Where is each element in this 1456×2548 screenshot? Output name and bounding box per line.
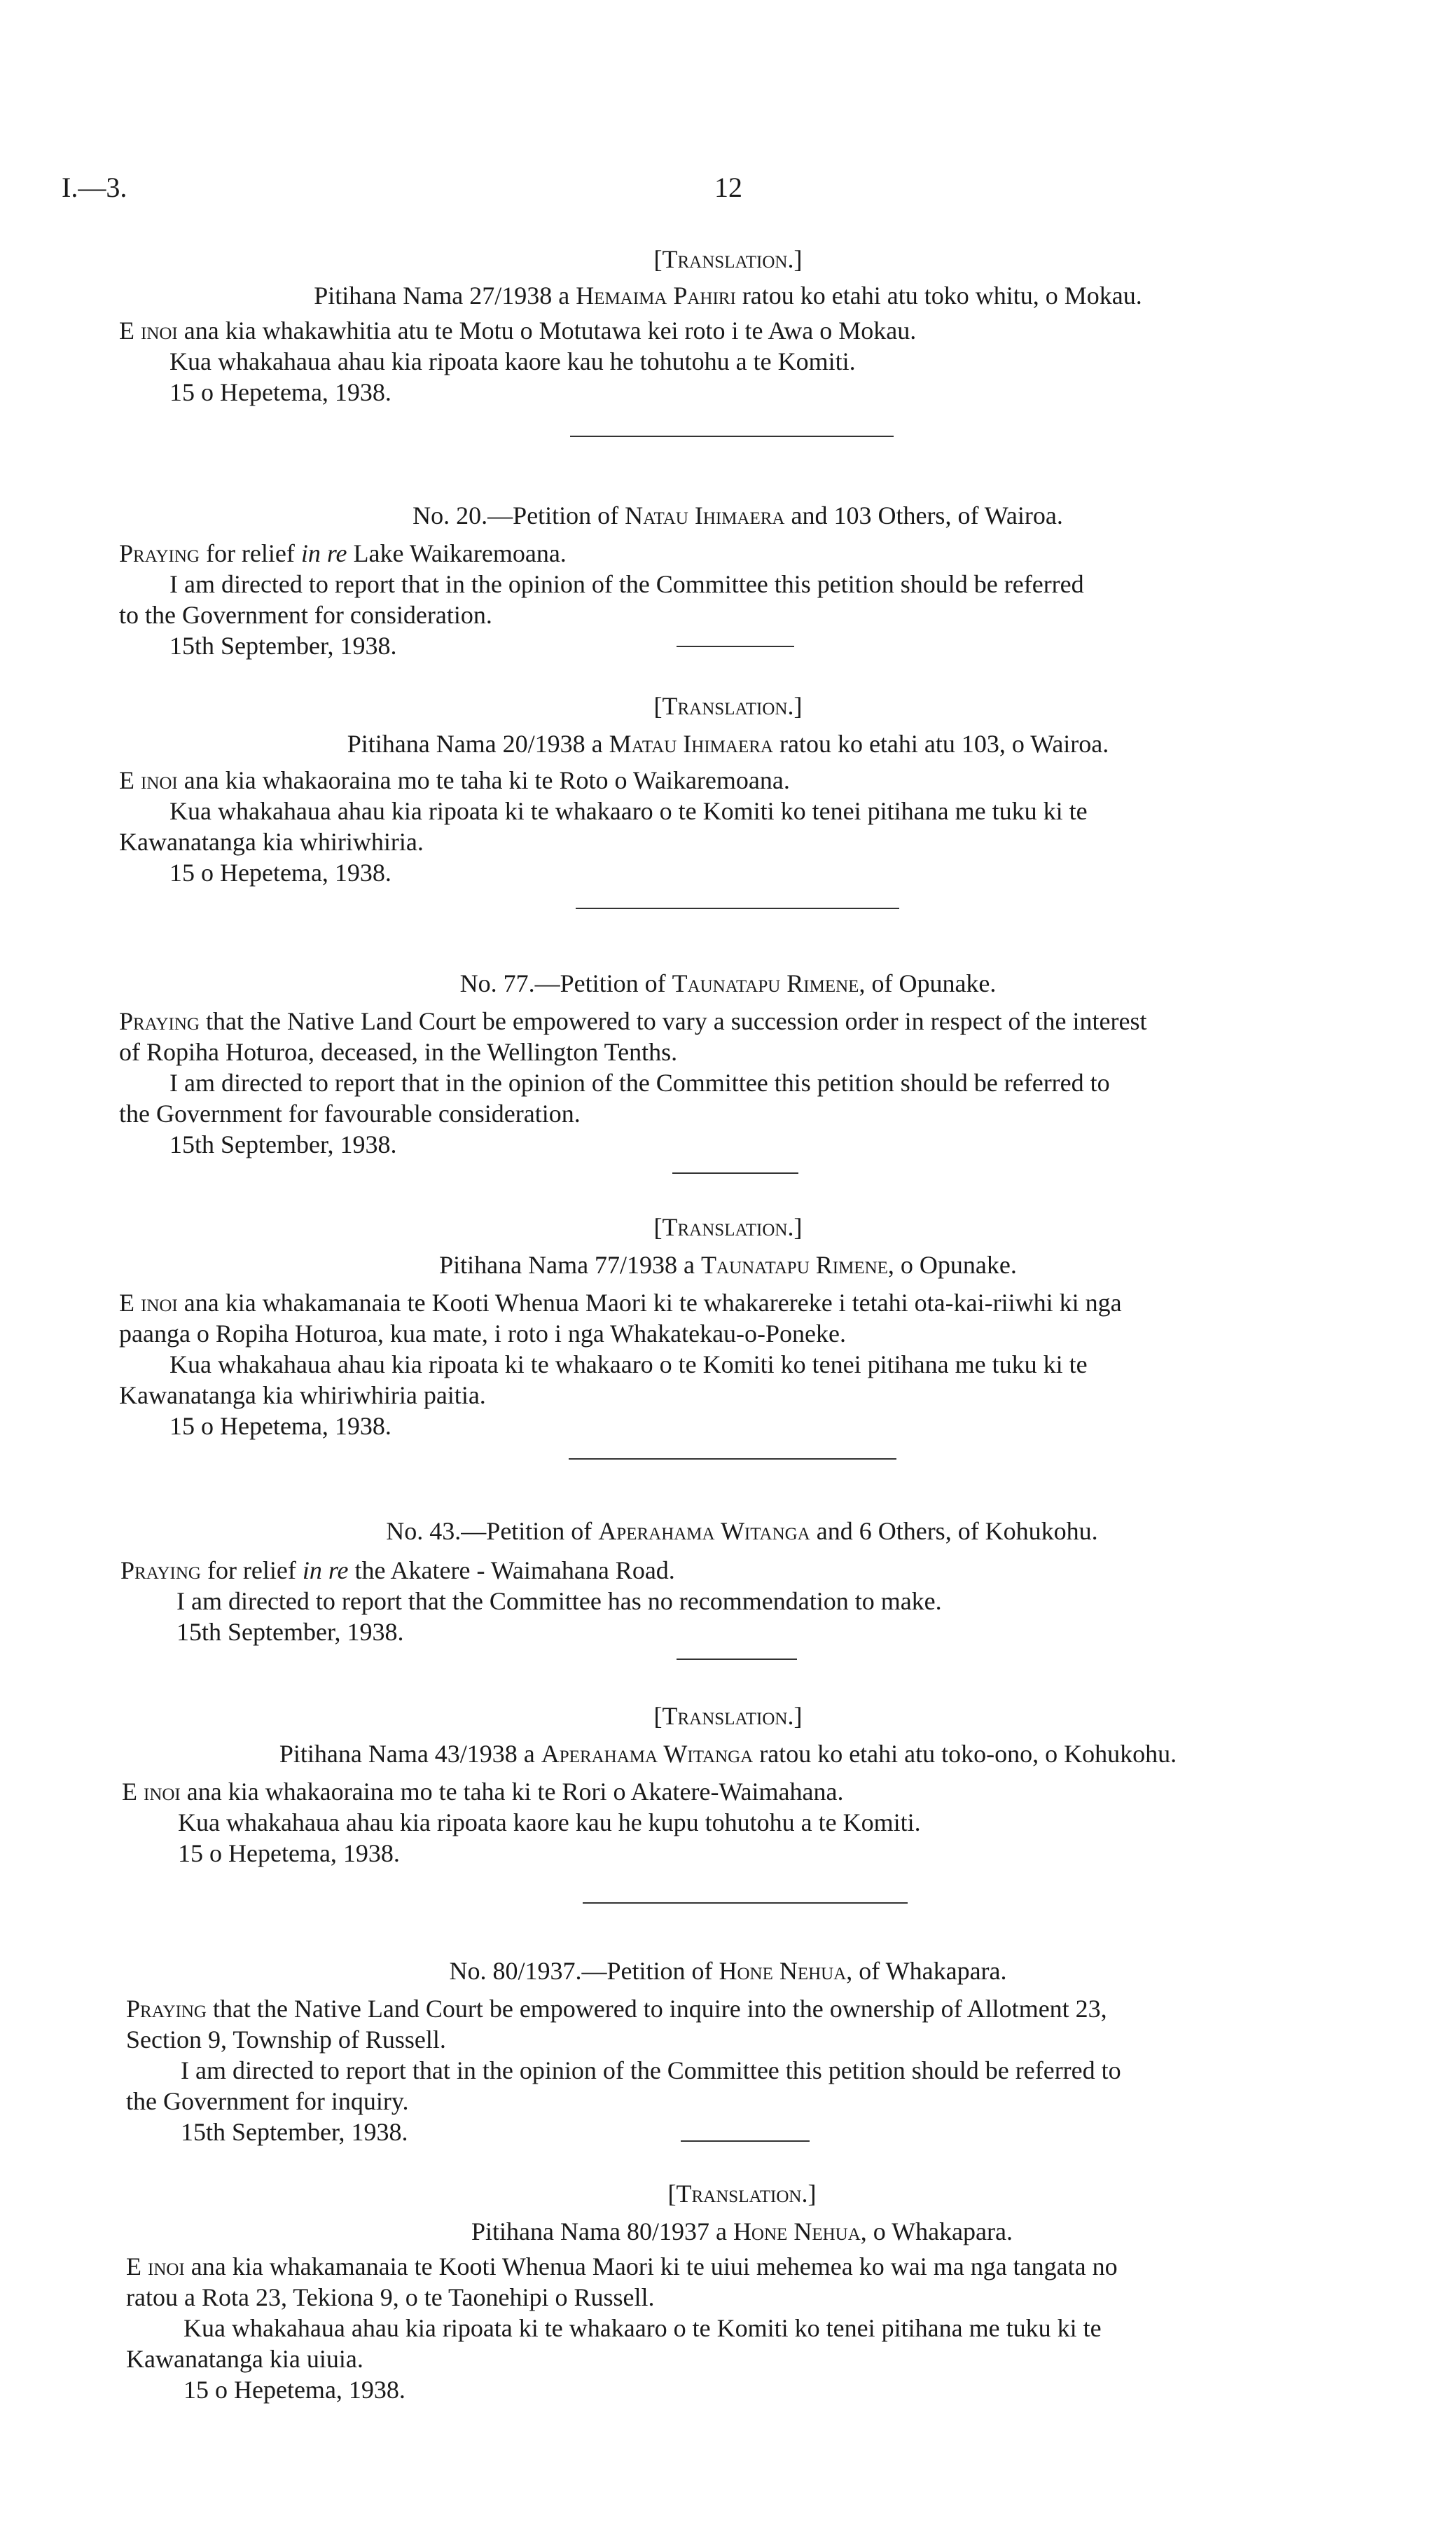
divider xyxy=(583,1902,908,1904)
date-line: 15 o Hepetema, 1938. xyxy=(178,1839,400,1867)
body-line: Kua whakahaua ahau kia ripoata ki te whakaaro o te Komiti ko tenei pitihana me tuku ki te xyxy=(169,1350,1088,1378)
body-line: Kua whakahaua ahau kia ripoata ki te whakaaro o te Komiti ko tenei pitihana me tuku ki te xyxy=(183,2314,1102,2342)
date-line: 15 o Hepetema, 1938. xyxy=(183,2376,405,2404)
body-line: E inoi ana kia whakawhitia atu te Motu o Motutawa kei roto i te Awa o Mokau. xyxy=(119,317,917,345)
section-heading: No. 20.—Petition of Natau Ihimaera and 103 Others, of Wairoa. xyxy=(412,501,1063,529)
body-line: Section 9, Township of Russell. xyxy=(126,2026,446,2054)
translation-label: [Translation.] xyxy=(653,1702,803,1730)
section-heading: No. 43.—Petition of Aperahama Witanga and 6 Others, of Kohukohu. xyxy=(386,1517,1098,1545)
body-line: Kawanatanga kia whiriwhiria paitia. xyxy=(119,1381,486,1409)
body-line: Praying that the Native Land Court be empowered to inquire into the ownership of Allotment 23, xyxy=(126,1995,1107,2023)
page-number: 12 xyxy=(714,172,742,203)
divider xyxy=(672,1172,798,1174)
body-line: Praying that the Native Land Court be empowered to vary a succession order in respect of the interest xyxy=(119,1007,1147,1035)
section-heading: No. 80/1937.—Petition of Hone Nehua, of Whakapara. xyxy=(449,1957,1007,1985)
date-line: 15 o Hepetema, 1938. xyxy=(169,859,391,887)
translation-label: [Translation.] xyxy=(653,692,803,720)
date-line: 15th September, 1938. xyxy=(169,632,397,660)
section-heading: Pitihana Nama 20/1938 a Matau Ihimaera ratou ko etahi atu 103, o Wairoa. xyxy=(347,730,1109,758)
divider xyxy=(677,646,794,647)
body-line: Kawanatanga kia whiriwhiria. xyxy=(119,828,424,856)
body-line: E inoi ana kia whakamanaia te Kooti Whenua Maori ki te uiui mehemea ko wai ma nga tangata no xyxy=(126,2252,1118,2280)
body-line: Praying for relief in re the Akatere - Waimahana Road. xyxy=(120,1556,675,1584)
divider xyxy=(570,436,894,437)
body-line: E inoi ana kia whakaoraina mo te taha ki te Rori o Akatere-Waimahana. xyxy=(122,1778,844,1806)
date-line: 15th September, 1938. xyxy=(169,1130,397,1158)
translation-label: [Translation.] xyxy=(653,1213,803,1241)
body-line: to the Government for consideration. xyxy=(119,601,492,629)
section-heading: Pitihana Nama 27/1938 a Hemaima Pahiri ratou ko etahi atu toko whitu, o Mokau. xyxy=(314,282,1142,310)
body-line: ratou a Rota 23, Tekiona 9, o te Taonehipi o Russell. xyxy=(126,2283,655,2311)
body-line: E inoi ana kia whakaoraina mo te taha ki te Roto o Waikaremoana. xyxy=(119,766,790,794)
section-heading: No. 77.—Petition of Taunatapu Rimene, of Opunake. xyxy=(459,969,997,997)
section-heading: Pitihana Nama 43/1938 a Aperahama Witanga ratou ko etahi atu toko-ono, o Kohukohu. xyxy=(279,1740,1177,1768)
body-line: I am directed to report that the Committee has no recommendation to make. xyxy=(176,1587,942,1615)
body-line: Praying for relief in re Lake Waikaremoana. xyxy=(119,539,567,567)
body-line: of Ropiha Hoturoa, deceased, in the Wellington Tenths. xyxy=(119,1038,678,1066)
section-heading: Pitihana Nama 77/1938 a Taunatapu Rimene, o Opunake. xyxy=(439,1251,1017,1279)
body-line: Kua whakahaua ahau kia ripoata ki te whakaaro o te Komiti ko tenei pitihana me tuku ki te xyxy=(169,797,1088,825)
body-line: I am directed to report that in the opinion of the Committee this petition should be referred to xyxy=(169,1069,1110,1097)
body-line: Kua whakahaua ahau kia ripoata kaore kau he kupu tohutohu a te Komiti. xyxy=(178,1808,921,1836)
divider xyxy=(576,908,899,909)
divider xyxy=(569,1458,896,1460)
page-reference: I.—3. xyxy=(62,172,127,203)
body-line: I am directed to report that in the opinion of the Committee this petition should be referred to xyxy=(181,2056,1121,2084)
date-line: 15 o Hepetema, 1938. xyxy=(169,378,391,406)
translation-label: [Translation.] xyxy=(653,245,803,273)
translation-label: [Translation.] xyxy=(667,2180,817,2208)
divider xyxy=(681,2140,810,2142)
date-line: 15 o Hepetema, 1938. xyxy=(169,1412,391,1440)
section-heading: Pitihana Nama 80/1937 a Hone Nehua, o Whakapara. xyxy=(471,2217,1013,2245)
body-line: E inoi ana kia whakamanaia te Kooti Whenua Maori ki te whakarereke i tetahi ota-kai-riiwhi ki nga xyxy=(119,1289,1122,1317)
body-line: I am directed to report that in the opinion of the Committee this petition should be referred xyxy=(169,570,1084,598)
date-line: 15th September, 1938. xyxy=(181,2118,408,2146)
body-line: Kua whakahaua ahau kia ripoata kaore kau he tohutohu a te Komiti. xyxy=(169,347,856,375)
body-line: the Government for favourable consideration. xyxy=(119,1100,581,1128)
body-line: paanga o Ropiha Hoturoa, kua mate, i roto i nga Whakatekau-o-Poneke. xyxy=(119,1320,847,1348)
body-line: Kawanatanga kia uiuia. xyxy=(126,2345,363,2373)
divider xyxy=(677,1659,797,1660)
body-line: the Government for inquiry. xyxy=(126,2087,409,2115)
date-line: 15th September, 1938. xyxy=(176,1618,404,1646)
